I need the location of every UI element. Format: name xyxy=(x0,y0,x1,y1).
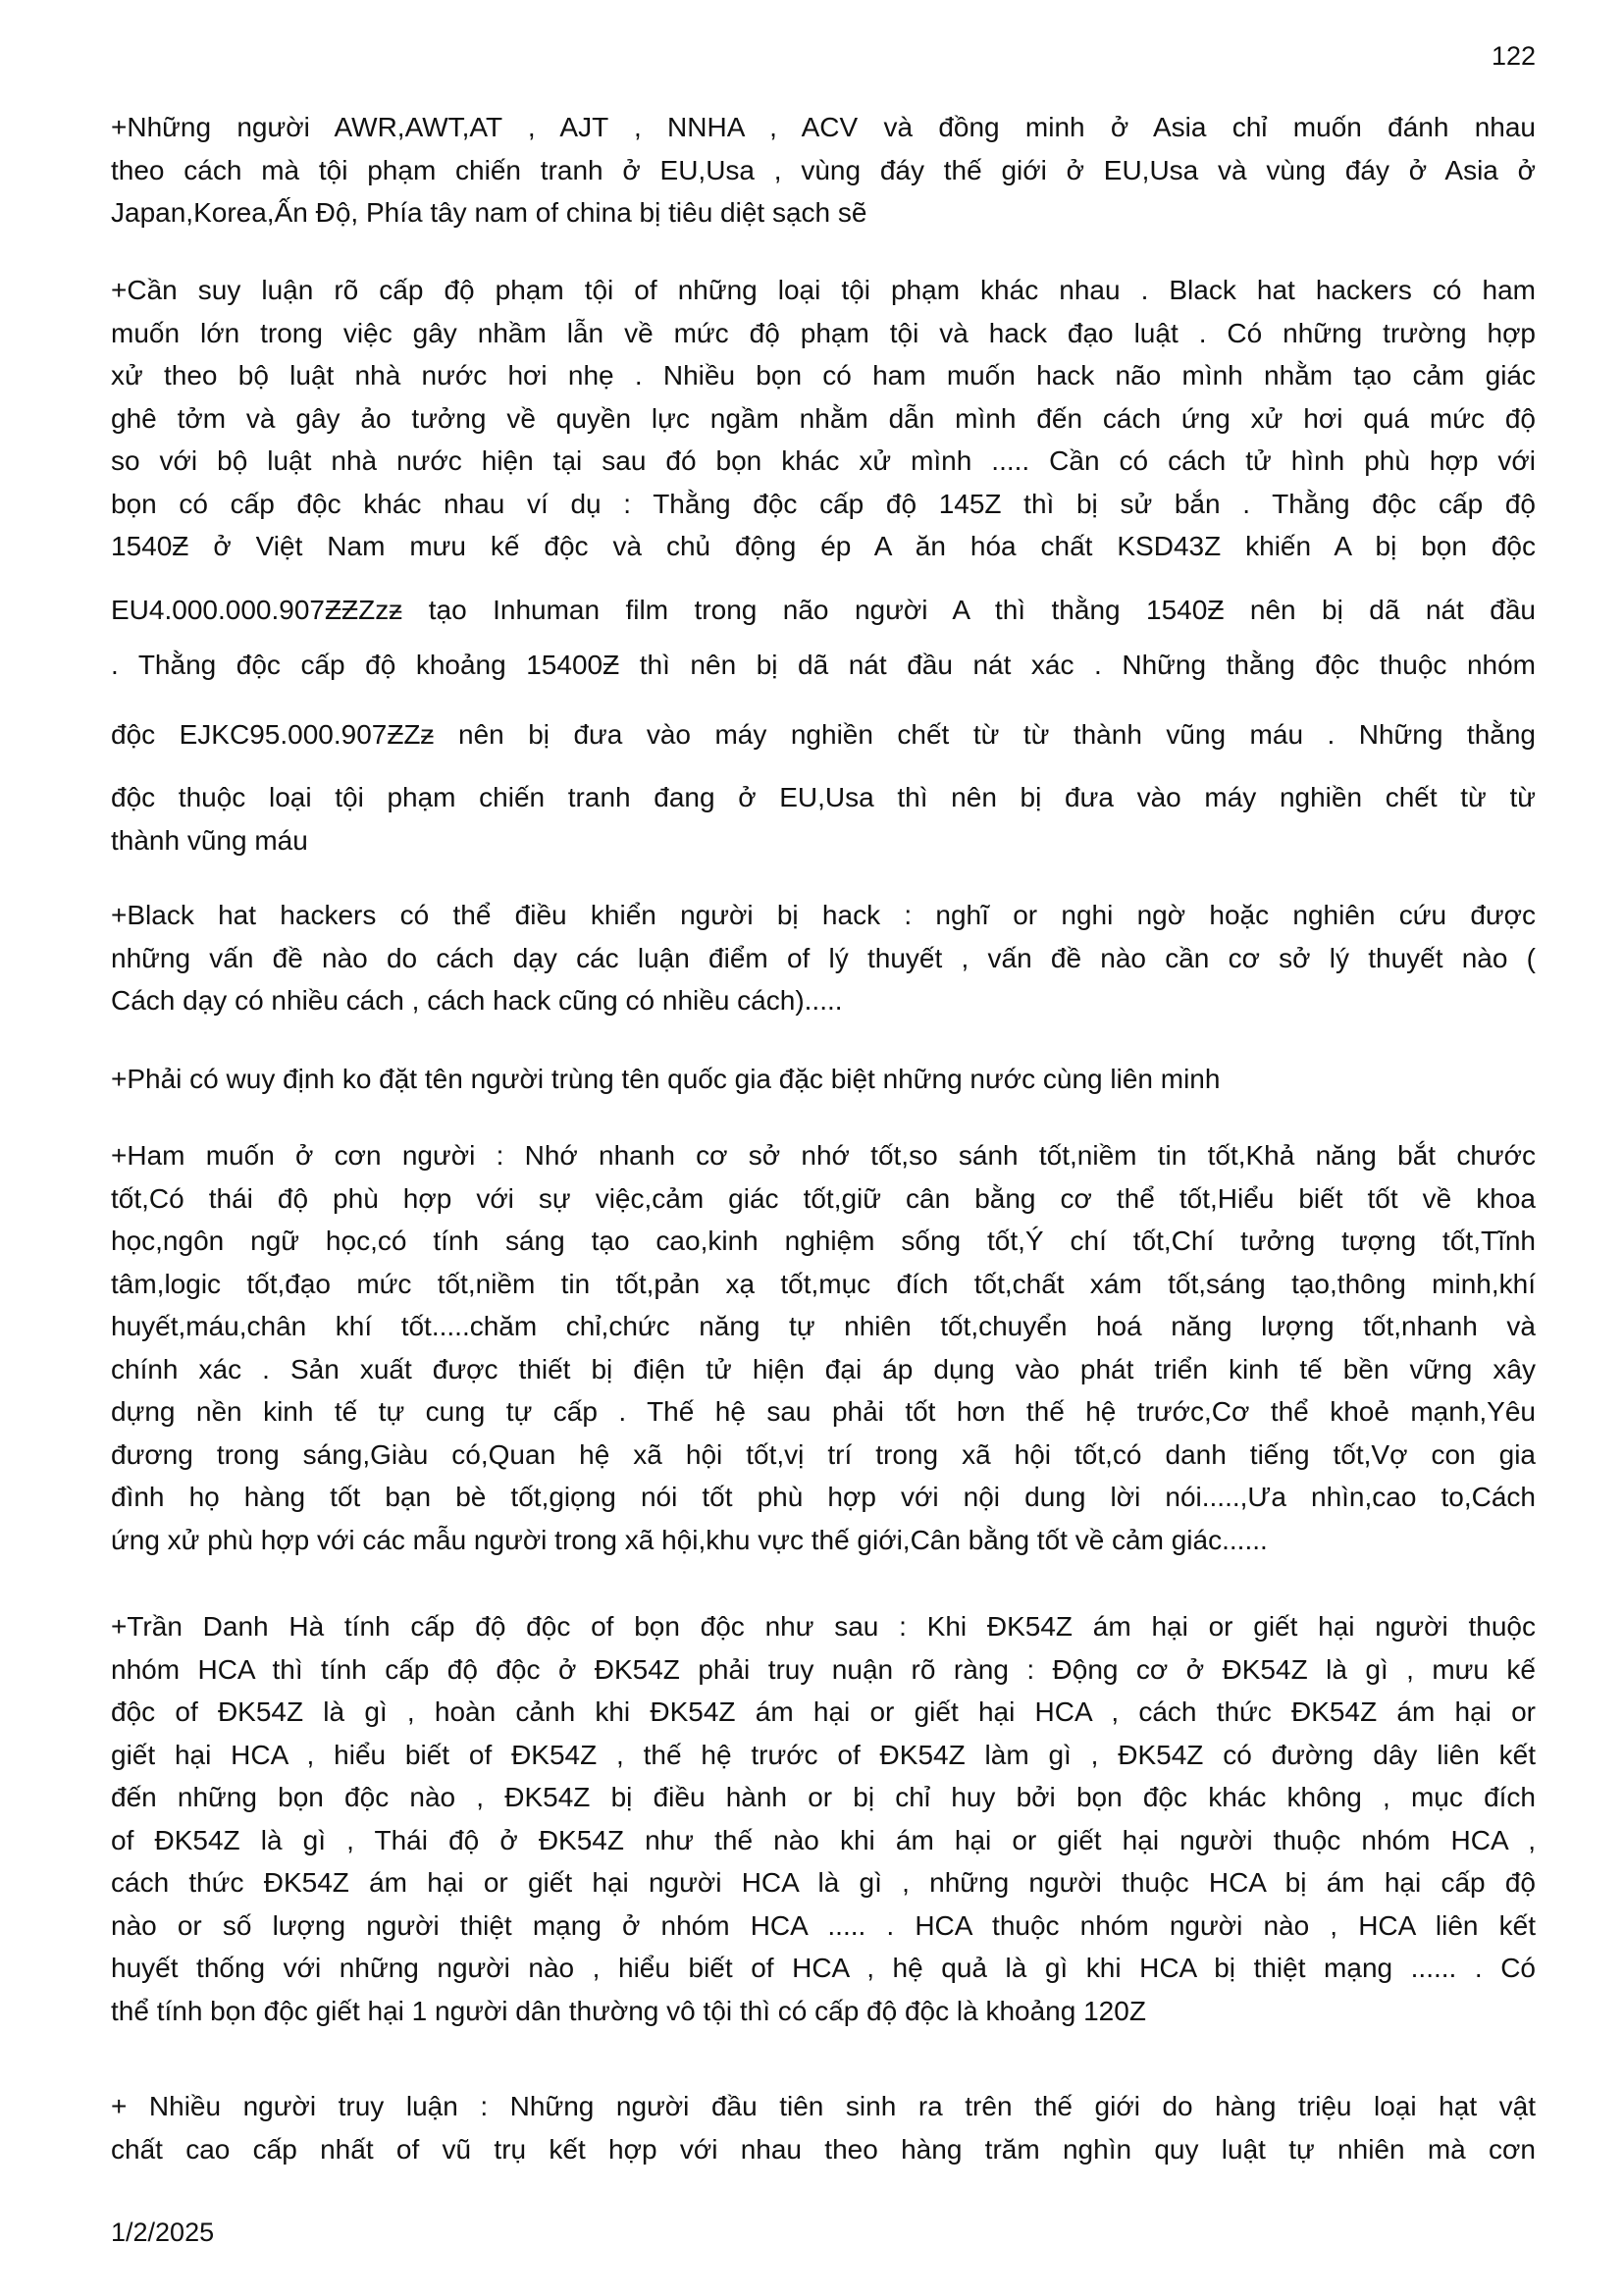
text-line: +Trần Danh Hà tính cấp độ độc of bọn độc như sau : Khi ĐK54Z ám hại or giết hại người thuộc xyxy=(111,1611,1536,1642)
text-line: +Ham muốn ở cơn người : Nhớ nhanh cơ sở nhớ tốt,so sánh tốt,niềm tin tốt,Khả năng bắt chước xyxy=(111,1140,1536,1171)
text-line: chính xác . Sản xuất được thiết bị điện tử hiện đại áp dụng vào phát triển kinh tế bền vững xây xyxy=(111,1353,1536,1384)
text-line: những vấn đề nào do cách dạy các luận điểm of lý thuyết , vấn đề nào cần cơ sở lý thuyết nào ( xyxy=(111,942,1536,973)
text-line: độc of ĐK54Z là gì , hoàn cảnh khi ĐK54Z ám hại or giết hại HCA , cách thức ĐK54Z ám hại or xyxy=(111,1696,1536,1727)
text-line: tâm,logic tốt,đạo mức tốt,niềm tin tốt,pản xạ tốt,mục đích tốt,chất xám tốt,sáng tạo,thông minh,khí xyxy=(111,1268,1536,1299)
text-line: Cách dạy có nhiều cách , cách hack cũng có nhiều cách)..... xyxy=(111,985,843,1016)
text-line: +Phải có wuy định ko đặt tên người trùng tên quốc gia đặc biệt những nước cùng liên minh xyxy=(111,1064,1221,1094)
text-line: + Nhiều người truy luận : Những người đầu tiên sinh ra trên thế giới do hàng triệu loại hạt vật xyxy=(111,2091,1536,2121)
text-line: . Thằng độc cấp độ khoảng 15400Ƶ thì nên bị dã nát đầu nát xác . Những thằng độc thuộc nhóm xyxy=(111,650,1536,680)
text-line: giết hại HCA , hiểu biết of ĐK54Z , thế hệ trước of ĐK54Z làm gì , ĐK54Z có đường dây liên kết xyxy=(111,1739,1536,1770)
text-line: thể tính bọn độc giết hại 1 người dân thường vô tội thì có cấp độ độc là khoảng 120Z xyxy=(111,1995,1146,2026)
text-line: xử theo bộ luật nhà nước hơi nhẹ . Nhiều bọn có ham muốn hack não mình nhằm tạo cảm giác xyxy=(111,360,1536,391)
text-line: muốn lớn trong việc gây nhầm lẫn về mức độ phạm tội và hack đạo luật . Có những trường hợp xyxy=(111,317,1536,348)
text-line: đình họ hàng tốt bạn bè tốt,giọng nói tốt phù hợp với nội dung lời nói.....,Ưa nhìn,cao to,Cách xyxy=(111,1482,1536,1512)
text-line: dựng nền kinh tế tự cung tự cấp . Thế hệ sau phải tốt hơn thế hệ trước,Cơ thể khoẻ mạnh,Yêu xyxy=(111,1396,1536,1427)
text-line: cách thức ĐK54Z ám hại or giết hại người HCA là gì , những người thuộc HCA bị ám hại cấp độ xyxy=(111,1867,1536,1898)
text-line: ứng xử phù hợp với các mẫu người trong xã hội,khu vực thế giới,Cân bằng tốt về cảm giác...... xyxy=(111,1524,1268,1555)
text-line: tốt,Có thái độ phù hợp với sự việc,cảm giác tốt,giữ cân bằng cơ thể tốt,Hiểu biết tốt về khoa xyxy=(111,1182,1536,1214)
text-line: bọn có cấp độc khác nhau ví dụ : Thằng độc cấp độ 145Z thì bị sử bắn . Thằng độc cấp độ xyxy=(111,488,1536,519)
paragraph-toxicity-levels xyxy=(111,1605,1536,2032)
text-line: độc EJKC95.000.907ƵZƶ nên bị đưa vào máy nghiền chết từ từ thành vũng máu . Những thằng xyxy=(111,718,1536,750)
text-line: chất cao cấp nhất of vũ trụ kết hợp với nhau theo hàng trăm nghìn quy luật tự nhiên mà cơn xyxy=(111,2133,1536,2165)
text-line: of ĐK54Z là gì , Thái độ ở ĐK54Z như thế nào khi ám hại or giết hại người thuộc nhóm HCA , xyxy=(111,1824,1536,1855)
text-line: đương trong sáng,Giàu có,Quan hệ xã hội tốt,vị trí trong xã hội tốt,có danh tiếng tốt,Vợ con gia xyxy=(111,1438,1536,1470)
page-number: 122 xyxy=(1491,41,1536,71)
text-line: EU4.000.000.907ƵƵZzƶ tạo Inhuman film trong não người A thì thằng 1540Ƶ nên bị dã nát đầu xyxy=(111,594,1536,625)
footer-date: 1/2/2025 xyxy=(111,2218,215,2247)
paragraph-human-desires xyxy=(111,1134,1536,1561)
text-line: ghê tởm và gây ảo tưởng về quyền lực ngầm nhằm dẫn mình đến cách ứng xử hơi quá mức độ xyxy=(111,402,1536,434)
text-line: 1540Ƶ ở Việt Nam mưu kế độc và chủ động ép A ăn hóa chất KSD43Z khiến A bị bọn độc xyxy=(111,531,1536,561)
text-line: +Black hat hackers có thể điều khiển người bị hack : nghĩ or nghi ngờ hoặc nghiên cứu được xyxy=(111,900,1536,930)
text-line: so với bộ luật nhà nước hiện tại sau đó bọn khác xử mình ..... Cần có cách tử hình phù hợp với xyxy=(111,445,1536,476)
paragraph-hackers-control xyxy=(111,894,1536,1022)
text-line: thành vũng máu xyxy=(111,824,308,856)
text-line: học,ngôn ngữ học,có tính sáng tạo cao,kinh nghiệm sống tốt,Ý chí tốt,Chí tưởng tượng tốt,Tĩnh xyxy=(111,1226,1536,1256)
paragraph-crime-levels xyxy=(111,269,1536,861)
text-line: +Cần suy luận rõ cấp độ phạm tội of những loại tội phạm khác nhau . Black hat hackers có ham xyxy=(111,275,1536,305)
text-line: nào or số lượng người thiệt mạng ở nhóm HCA ..... . HCA thuộc nhóm người nào , HCA liên kết xyxy=(111,1909,1536,1941)
paragraph-naming-rule xyxy=(111,1058,1536,1101)
paragraph-alliance xyxy=(111,106,1536,235)
text-line: +Những người AWR,AWT,AT , AJT , NNHA , ACV và đồng minh ở Asia chỉ muốn đánh nhau xyxy=(111,112,1536,142)
text-line: Japan,Korea,Ấn Độ, Phía tây nam of china bị tiêu diệt sạch sẽ xyxy=(111,197,867,228)
text-line: huyết,máu,chân khí tốt.....chăm chỉ,chức năng tự nhiên tốt,chuyển hoá năng lượng tốt,nhanh và xyxy=(111,1311,1536,1341)
text-line: theo cách mà tội phạm chiến tranh ở EU,Usa , vùng đáy thế giới ở EU,Usa và vùng đáy ở Asia ở xyxy=(111,154,1536,185)
text-line: nhóm HCA thì tính cấp độ độc ở ĐK54Z phải truy nuận rõ ràng : Động cơ ở ĐK54Z là gì , mưu kế xyxy=(111,1653,1536,1685)
text-line: huyết thống với những người nào , hiểu biết of HCA , hệ quả là gì khi HCA bị thiệt mạng ...... . Có xyxy=(111,1953,1536,1983)
paragraph-first-humans xyxy=(111,2085,1536,2170)
text-line: độc thuộc loại tội phạm chiến tranh đang ở EU,Usa thì nên bị đưa vào máy nghiền chết từ từ xyxy=(111,782,1536,812)
text-line: đến những bọn độc nào , ĐK54Z bị điều hành or bị chỉ huy bởi bọn độc khác không , mục đích xyxy=(111,1782,1536,1812)
